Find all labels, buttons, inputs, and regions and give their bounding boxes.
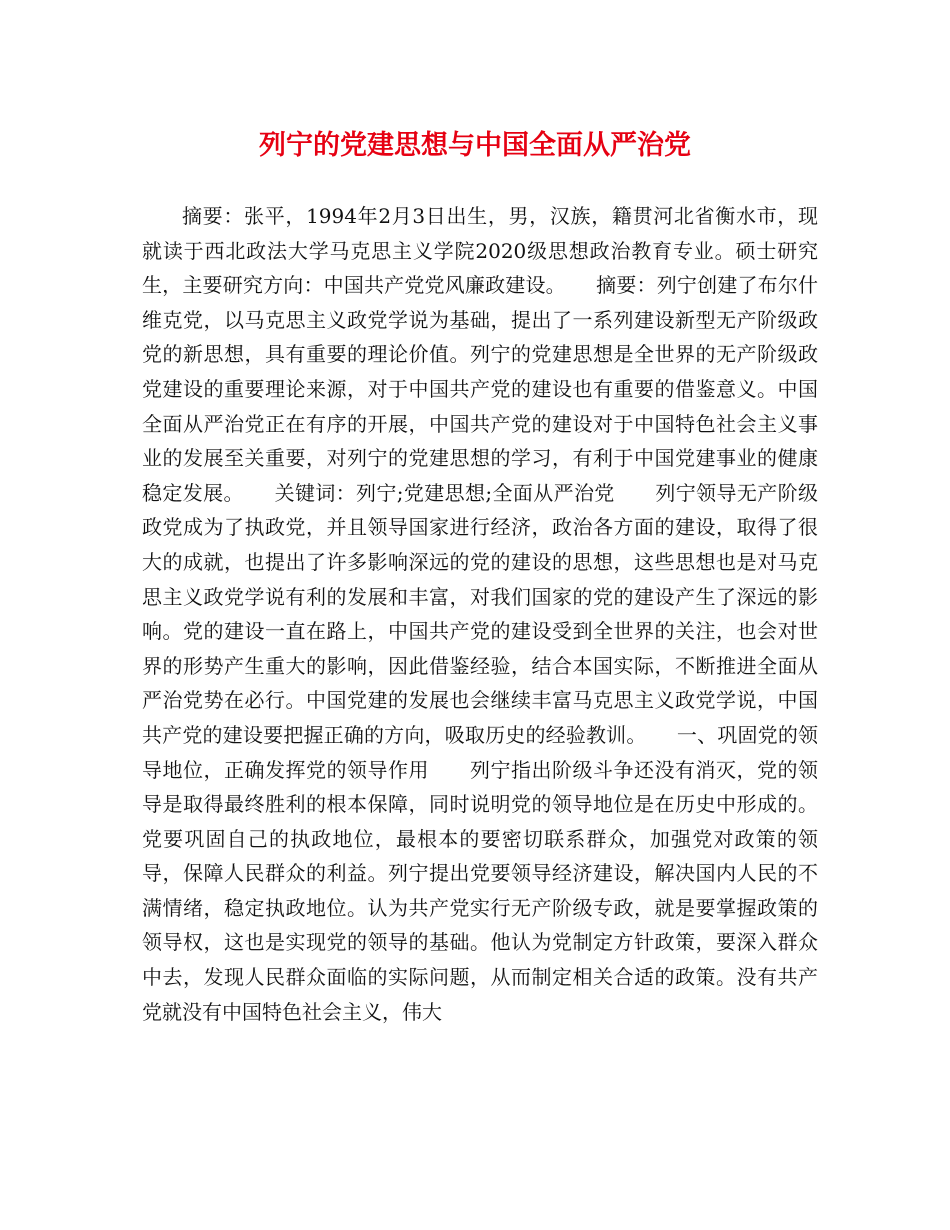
document-title: 列宁的党建思想与中国全面从严治党 xyxy=(259,130,691,161)
document-body: 摘要：张平，1994年2月3日出生，男，汉族，籍贯河北省衡水市，现就读于西北政法大学马克思主义学院2020级思想政治教育专业。硕士研究生，主要研究方向：中国共产党党风廉政建设。 摘要：列宁创建了布尔什维克党，以马克思主义政党学说为基础，提出了一系列建设新型无产阶级政党的新思想，具有重要的理论价值。列宁的党建思想是全世界的无产阶级政党建设的重要理论来源，对于中国共产党的建设也有重要的借鉴意义。中国全面从严治党正在有序的开展，中国共产党的建设对于中国特色社会主义事业的发展至关重要，对列宁的党建思想的学习，有利于中国党建事业的健康稳定发展。 关键词：列宁;党建思想;全面从严治党 列宁领导无产阶级政党成为了执政党，并且领导国家进行经济，政治各方面的建设，取得了很大的成就，也提出了许多影响深远的党的建设的思想，这些思想也是对马克思主义政党学说有利的发展和丰富，对我们国家的党的建设产生了深远的影响。党的建设一直在路上，中国共产党的建设受到全世界的关注，也会对世界的形势产生重大的影响，因此借鉴经验，结合本国实际，不断推进全面从严治党势在必行。中国党建的发展也会继续丰富马克思主义政党学说，中国共产党的建设要把握正确的方向，吸取历史的经验教训。 一、巩固党的领导地位，正确发挥党的领导作用 列宁指出阶级斗争还没有消灭，党的领导是取得最终胜利的根本保障，同时说明党的领导地位是在历史中形成的。党要巩固自己的执政地位，最根本的要密切联系群众，加强党对政策的领导，保障人民群众的利益。列宁提出党要领导经济建设，解决国内人民的不满情绪，稳定执政地位。认为共产党实行无产阶级专政，就是要掌握政策的领导权，这也是实现党的领导的基础。他认为党制定方针政策，要深入群众中去，发现人民群众面临的实际问题，从而制定相关合适的政策。没有共产党就没有中国特色社会主义，伟大 xyxy=(142,204,818,1024)
